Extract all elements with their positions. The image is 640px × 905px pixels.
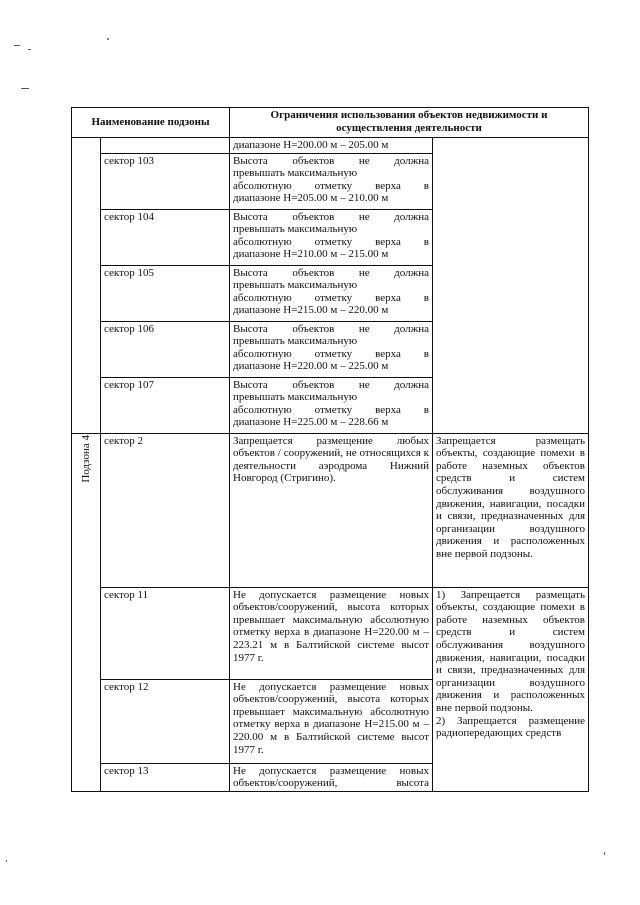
restriction-cell xyxy=(230,433,433,587)
restriction-line: диапазоне Н=210.00 м – 215.00 м xyxy=(233,248,389,261)
sector-label: сектор 103 xyxy=(101,153,230,209)
restriction-text: Не допускается размещение новых объектов/сооружений, высота которых превышает максимальную абсолютную отметку верха в диапазоне Н=220.00 м – 223.21 м в Балтийской системе высот 1977 г. xyxy=(233,588,429,664)
sector-label: сектор 105 xyxy=(101,265,230,321)
restriction-cell xyxy=(230,153,433,209)
header-subzone-name: Наименование подзоны xyxy=(72,108,230,138)
restriction-cell xyxy=(230,763,433,791)
restriction-line: превышать максимальную xyxy=(233,279,358,292)
restriction-line: абсолютную отметку верха в xyxy=(233,347,429,360)
restriction-cell xyxy=(230,587,433,679)
subzone-4-label: Подзона 4 xyxy=(79,434,92,483)
table-row xyxy=(72,587,589,679)
right-restriction-text: Запрещается размещать объекты, создающие помехи в работе наземных объектов средств и систем обслуживания воздушного движения, навигации, посадки и связи, предназначенных для организации воздушного движения и расположенных вне первой подзоны. xyxy=(436,434,585,560)
restriction-line: абсолютную отметку верха в xyxy=(233,235,429,248)
sector-label: сектор 107 xyxy=(101,377,230,433)
sector-label: сектор 104 xyxy=(101,209,230,265)
sector-label: сектор 106 xyxy=(101,321,230,377)
restriction-line: превышать максимальную xyxy=(233,391,358,404)
scan-speck xyxy=(21,88,29,89)
restriction-cell xyxy=(230,209,433,265)
restriction-cell xyxy=(230,679,433,763)
sector-label: сектор 13 xyxy=(101,763,230,791)
right-restriction-p1: 1) Запрещается размещать объекты, создающие помехи в работе наземных объектов средств и систем обслуживания воздушного движения, навигации, посадки и связи, предназначенных для организации воздушного движения и расположенных вне первой подзоны. xyxy=(436,588,585,714)
restriction-line: Высота объектов не должна xyxy=(233,322,429,335)
restriction-cell xyxy=(230,321,433,377)
restriction-line: диапазоне Н=225.00 м – 228.66 м xyxy=(233,416,389,429)
restriction-line: диапазоне Н=205.00 м – 210.00 м xyxy=(233,192,389,205)
restrictions-table xyxy=(71,107,589,792)
sector-cell xyxy=(101,138,230,154)
table-row xyxy=(72,138,589,154)
scan-speck xyxy=(604,852,605,855)
right-restriction-cell xyxy=(433,433,589,587)
restriction-line: Высота объектов не должна xyxy=(233,266,429,279)
restriction-line: превышать максимальную xyxy=(233,223,358,236)
restriction-line: превышать максимальную xyxy=(233,167,358,180)
table-row xyxy=(72,433,589,587)
restriction-line: абсолютную отметку верха в xyxy=(233,291,429,304)
restriction-text: Запрещается размещение любых объектов / сооружений, не относящихся к деятельности аэродрома Нижний Новгород (Стригино). xyxy=(233,434,429,485)
zone-cell-empty xyxy=(72,138,101,434)
right-restriction-p2: 2) Запрещается размещение радиопередающих средств xyxy=(436,714,585,740)
header-restrictions: Ограничения использования объектов недвижимости и осуществления деятельности xyxy=(230,108,589,138)
scan-speck xyxy=(6,860,7,862)
restriction-cell xyxy=(230,377,433,433)
scan-speck xyxy=(14,45,20,46)
restriction-cell xyxy=(230,265,433,321)
table-header-row xyxy=(72,108,589,138)
restriction-text: Не допускается размещение новых объектов/сооружений, высота xyxy=(233,764,429,790)
scan-speck xyxy=(107,38,109,40)
scan-speck xyxy=(28,49,31,50)
restriction-line: Высота объектов не должна xyxy=(233,154,429,167)
restriction-line: диапазоне Н=215.00 м – 220.00 м xyxy=(233,304,389,317)
restriction-line: абсолютную отметку верха в xyxy=(233,179,429,192)
restriction-line: превышать максимальную xyxy=(233,335,358,348)
right-cell-empty xyxy=(433,138,589,434)
restriction-line: Высота объектов не должна xyxy=(233,378,429,391)
subzone-4-cell xyxy=(72,433,101,791)
restriction-line: абсолютную отметку верха в xyxy=(233,403,429,416)
restriction-cell xyxy=(230,138,433,154)
restriction-line: диапазоне Н=220.00 м – 225.00 м xyxy=(233,360,389,373)
sector-label: сектор 12 xyxy=(101,679,230,763)
restriction-text: Не допускается размещение новых объектов/сооружений, высота которых превышает максимальную абсолютную отметку верха в диапазоне Н=215.00 м – 220.00 м в Балтийской системе высот 1977 г. xyxy=(233,680,429,756)
sector-label: сектор 11 xyxy=(101,587,230,679)
sector-label: сектор 2 xyxy=(101,433,230,587)
restriction-text: диапазоне Н=200.00 м – 205.00 м xyxy=(233,139,389,151)
restriction-line: Высота объектов не должна xyxy=(233,210,429,223)
right-restriction-cell xyxy=(433,587,589,791)
